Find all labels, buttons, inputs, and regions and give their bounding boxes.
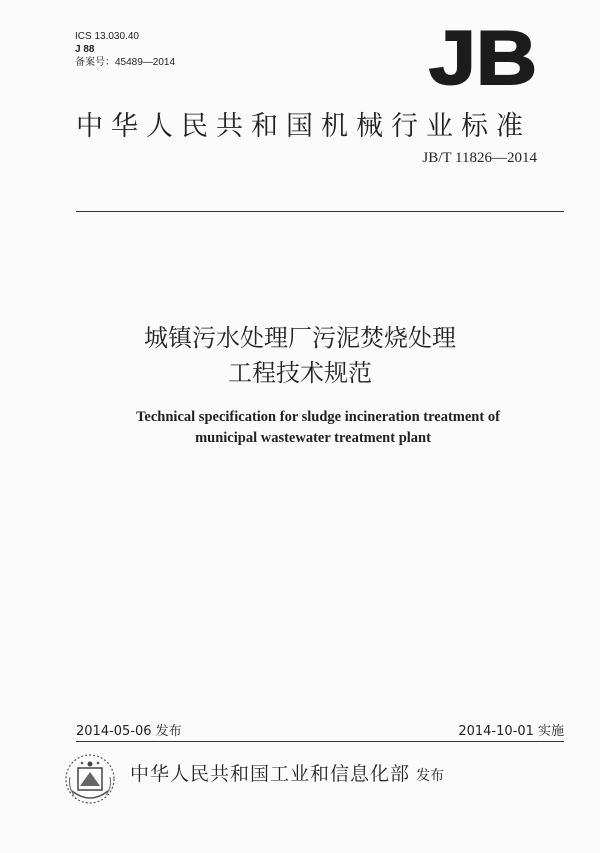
bottom-divider (76, 741, 564, 742)
jb-logo-text: JB (429, 22, 537, 92)
publisher-suffix: 发布 (416, 768, 445, 784)
effective-date: 2014-10-01 实施 (458, 724, 564, 739)
standard-number: JB/T 11826—2014 (422, 150, 537, 166)
publisher-name: 中华人民共和国工业和信息化部 (130, 763, 411, 785)
industry-standard-title: 中华人民共和国机械行业标准 (76, 111, 531, 142)
publisher-line (130, 759, 444, 786)
classification-code: J 88 (75, 44, 95, 55)
issue-date: 2014-05-06 发布 (76, 724, 182, 739)
english-title-line-1: Technical specification for sludge incineration treatment of (136, 409, 500, 425)
national-emblem-icon (62, 751, 118, 807)
ics-code: ICS 13.030.40 (75, 31, 139, 42)
jb-logo (428, 22, 538, 92)
english-title-line-2: municipal wastewater treatment plant (195, 430, 431, 446)
chinese-title-line-2: 工程技术规范 (228, 359, 372, 387)
filing-number: 备案号：45489—2014 (75, 57, 176, 68)
top-divider (76, 211, 564, 212)
chinese-title-line-1: 城镇污水处理厂污泥焚烧处理 (144, 324, 456, 352)
